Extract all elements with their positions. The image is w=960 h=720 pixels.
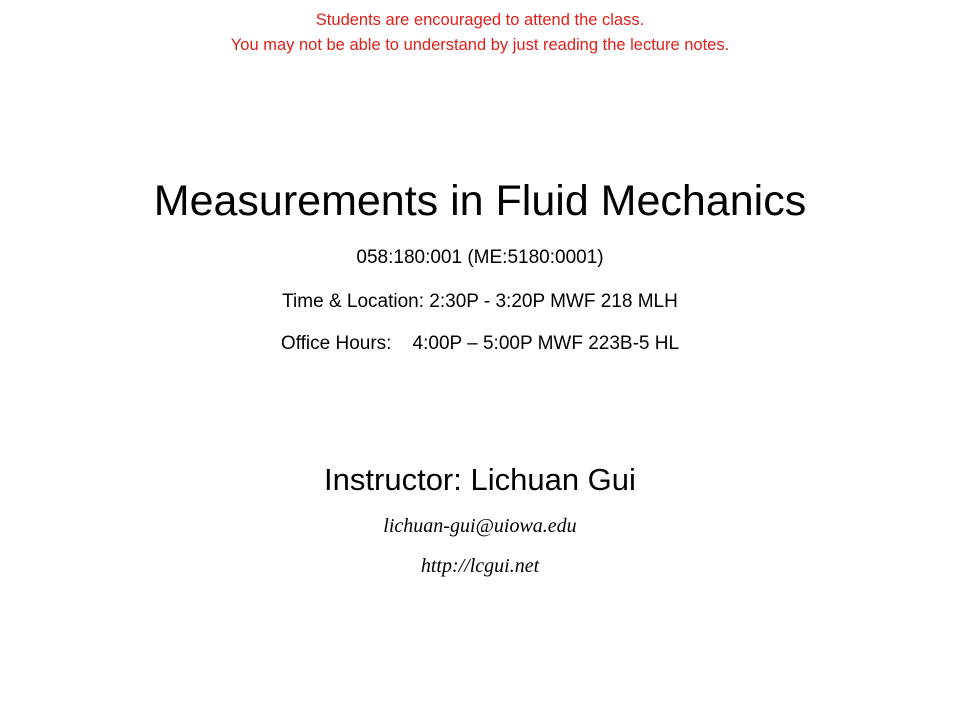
notice-line-2: You may not be able to understand by just reading the lecture notes.	[230, 36, 730, 54]
office-hours: Office Hours: 4:00P – 5:00P MWF 223B-5 HL	[280, 333, 680, 354]
instructor-heading: Instructor: Lichuan Gui	[324, 462, 636, 497]
time-location: Time & Location: 2:30P - 3:20P MWF 218 MLH	[282, 291, 678, 312]
instructor-website: http://lcgui.net	[420, 555, 540, 577]
slide-title: Measurements in Fluid Mechanics	[153, 177, 807, 225]
notice-line-1: Students are encouraged to attend the class.	[315, 11, 645, 29]
instructor-email: lichuan-gui@uiowa.edu	[383, 515, 577, 537]
course-code: 058:180:001 (ME:5180:0001)	[356, 247, 604, 268]
attendance-notice	[0, 8, 960, 58]
